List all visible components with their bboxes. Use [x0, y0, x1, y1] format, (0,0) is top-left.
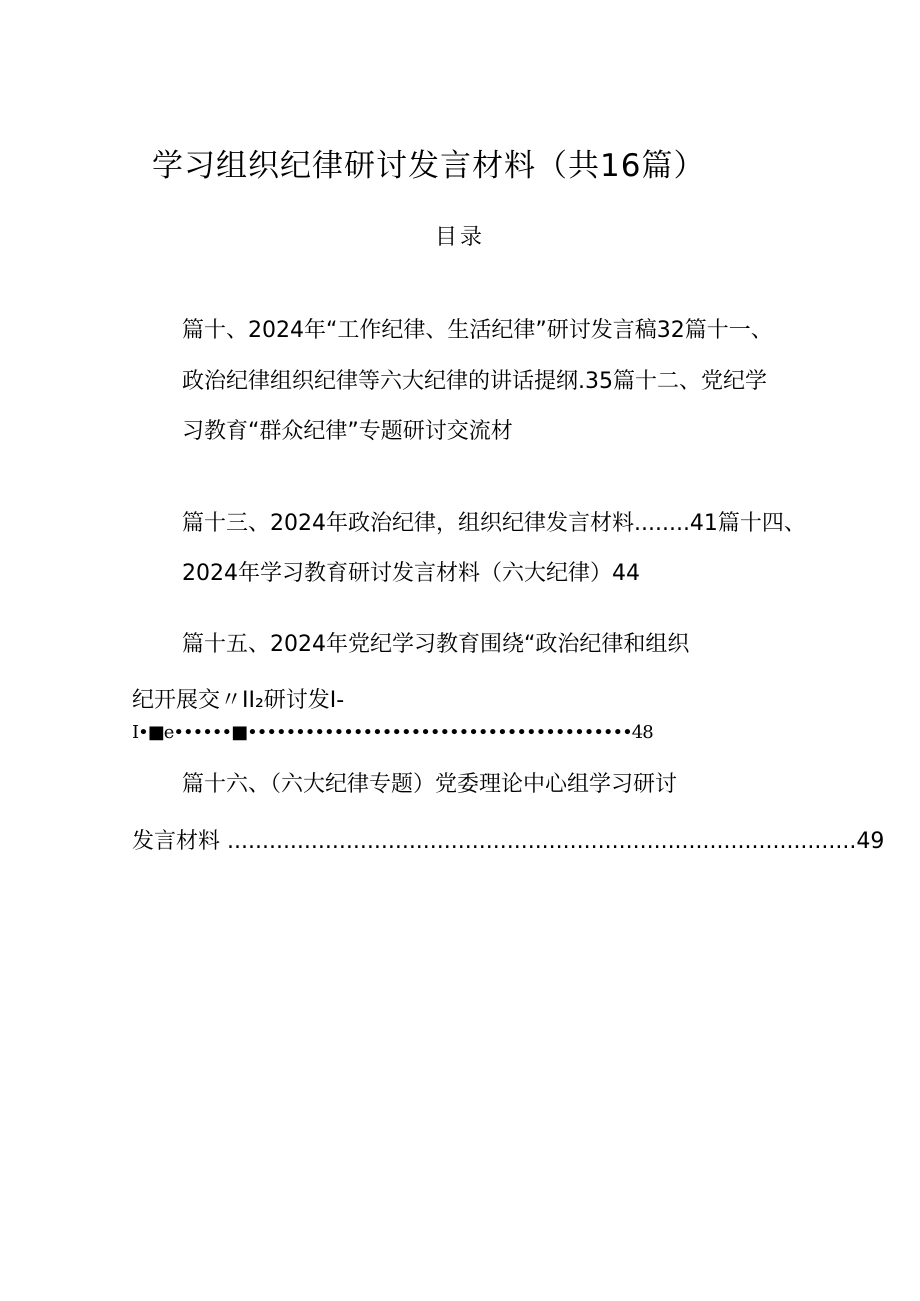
toc-line: 篇十五、2024年党纪学习教育围绕“政治纪律和组织 — [182, 632, 690, 657]
toc-heading: 目录 — [434, 225, 485, 250]
toc-line: 篇十六、（六大纪律专题）党委理论中心组学习研讨 — [182, 772, 678, 797]
toc-line: 2024年学习教育研讨发言材料（六大纪律）44 — [182, 561, 640, 586]
toc-line: 纪开展交〃II₂研讨发I- — [132, 688, 345, 713]
toc-line: 政治纪律组织纪律等六大纪律的讲话提纲.35篇十二、党纪学 — [182, 369, 767, 394]
toc-line: 篇十三、2024年政治纪律，组织纪律发言材料........41篇十四、 — [182, 511, 806, 536]
document-title: 学习组织纪律研讨发言材料（共16篇） — [152, 148, 706, 184]
toc-line: I•■e••••••■••••••••••••••••••••••••••••••••••••••••48 — [132, 722, 653, 743]
toc-line: 习教育“群众纪律”专题研讨交流材 — [182, 419, 513, 444]
toc-line: 发言材料 ..........................................................................................49 — [132, 829, 885, 854]
toc-line: 篇十、2024年“工作纪律、生活纪律”研讨发言稿32篇十一、 — [182, 318, 773, 343]
